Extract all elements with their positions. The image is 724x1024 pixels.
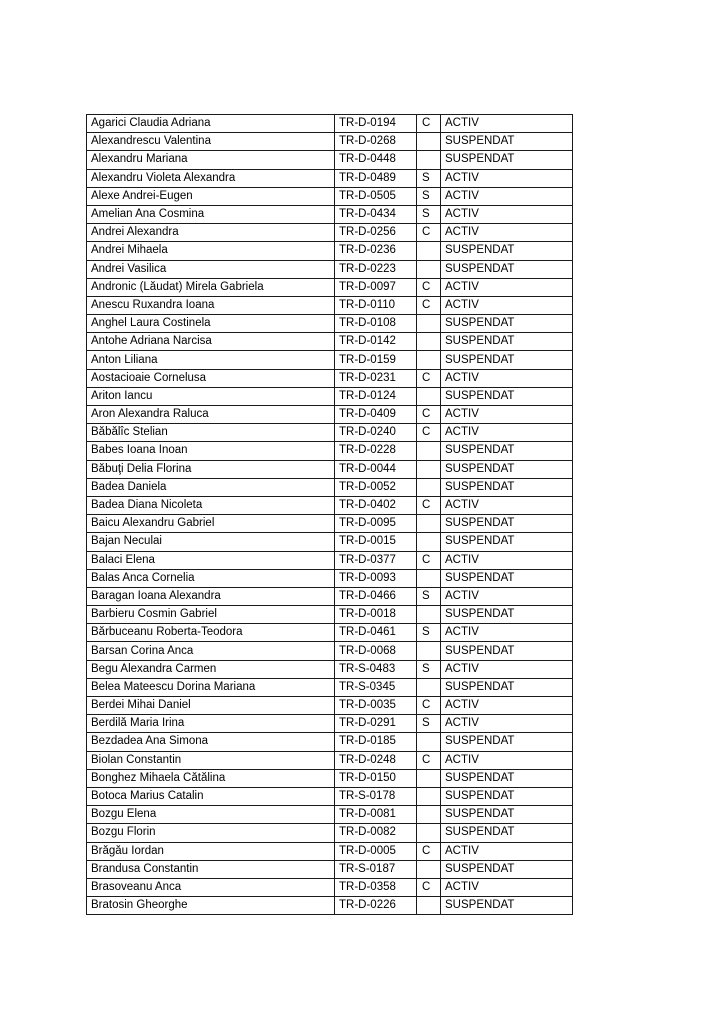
cell-code: TR-D-0434 (335, 205, 417, 223)
cell-status: ACTIV (441, 624, 573, 642)
cell-code: TR-D-0108 (335, 315, 417, 333)
table-row (87, 296, 573, 314)
cell-status: ACTIV (441, 296, 573, 314)
cell-code: TR-D-0044 (335, 460, 417, 478)
cell-status: ACTIV (441, 715, 573, 733)
cell-status: SUSPENDAT (441, 533, 573, 551)
cell-flag (417, 769, 441, 787)
cell-flag (417, 387, 441, 405)
cell-name: Andrei Vasilica (87, 260, 335, 278)
cell-code: TR-D-0093 (335, 569, 417, 587)
cell-code: TR-D-0448 (335, 151, 417, 169)
cell-flag: C (417, 751, 441, 769)
cell-flag (417, 569, 441, 587)
cell-status: ACTIV (441, 587, 573, 605)
table-row (87, 842, 573, 860)
cell-code: TR-D-0110 (335, 296, 417, 314)
cell-flag (417, 242, 441, 260)
table-row (87, 515, 573, 533)
cell-flag (417, 442, 441, 460)
cell-name: Alexe Andrei-Eugen (87, 187, 335, 205)
table-row (87, 806, 573, 824)
cell-flag (417, 642, 441, 660)
cell-code: TR-D-0231 (335, 369, 417, 387)
cell-name: Barsan Corina Anca (87, 642, 335, 660)
cell-status: SUSPENDAT (441, 642, 573, 660)
cell-status: ACTIV (441, 878, 573, 896)
cell-code: TR-D-0194 (335, 115, 417, 133)
cell-code: TR-S-0345 (335, 678, 417, 696)
cell-flag (417, 260, 441, 278)
cell-flag (417, 824, 441, 842)
cell-name: Barbieru Cosmin Gabriel (87, 606, 335, 624)
cell-flag (417, 351, 441, 369)
cell-code: TR-S-0187 (335, 860, 417, 878)
cell-flag (417, 787, 441, 805)
cell-status: ACTIV (441, 278, 573, 296)
cell-code: TR-D-0018 (335, 606, 417, 624)
cell-name: Alexandru Violeta Alexandra (87, 169, 335, 187)
table-row (87, 878, 573, 896)
table-row (87, 369, 573, 387)
cell-code: TR-D-0248 (335, 751, 417, 769)
cell-flag (417, 478, 441, 496)
cell-code: TR-D-0291 (335, 715, 417, 733)
cell-name: Anton Liliana (87, 351, 335, 369)
cell-status: ACTIV (441, 751, 573, 769)
table-row (87, 551, 573, 569)
registry-table (86, 114, 573, 915)
cell-status: SUSPENDAT (441, 824, 573, 842)
cell-flag: C (417, 224, 441, 242)
cell-status: SUSPENDAT (441, 351, 573, 369)
table-row (87, 224, 573, 242)
cell-flag: C (417, 406, 441, 424)
table-row (87, 442, 573, 460)
cell-name: Aostacioaie Cornelusa (87, 369, 335, 387)
cell-status: SUSPENDAT (441, 442, 573, 460)
cell-code: TR-D-0268 (335, 133, 417, 151)
cell-name: Bozgu Elena (87, 806, 335, 824)
cell-status: ACTIV (441, 115, 573, 133)
cell-name: Bajan Neculai (87, 533, 335, 551)
table-row (87, 424, 573, 442)
cell-code: TR-D-0068 (335, 642, 417, 660)
table-row (87, 660, 573, 678)
cell-name: Balas Anca Cornelia (87, 569, 335, 587)
cell-flag: S (417, 205, 441, 223)
cell-name: Begu Alexandra Carmen (87, 660, 335, 678)
cell-code: TR-D-0150 (335, 769, 417, 787)
cell-name: Badea Daniela (87, 478, 335, 496)
table-row (87, 278, 573, 296)
table-row (87, 205, 573, 223)
cell-name: Balaci Elena (87, 551, 335, 569)
cell-flag: S (417, 624, 441, 642)
cell-code: TR-D-0052 (335, 478, 417, 496)
cell-name: Baicu Alexandru Gabriel (87, 515, 335, 533)
cell-status: SUSPENDAT (441, 769, 573, 787)
cell-code: TR-D-0185 (335, 733, 417, 751)
cell-status: SUSPENDAT (441, 260, 573, 278)
cell-status: ACTIV (441, 842, 573, 860)
cell-flag (417, 806, 441, 824)
table-row (87, 169, 573, 187)
cell-status: SUSPENDAT (441, 151, 573, 169)
cell-flag (417, 333, 441, 351)
table-row (87, 260, 573, 278)
cell-flag (417, 860, 441, 878)
cell-name: Biolan Constantin (87, 751, 335, 769)
cell-flag: C (417, 842, 441, 860)
table-row (87, 787, 573, 805)
cell-name: Băbuţi Delia Florina (87, 460, 335, 478)
cell-status: SUSPENDAT (441, 733, 573, 751)
table-row (87, 242, 573, 260)
cell-code: TR-D-0256 (335, 224, 417, 242)
cell-name: Andronic (Lăudat) Mirela Gabriela (87, 278, 335, 296)
cell-flag (417, 133, 441, 151)
cell-status: ACTIV (441, 205, 573, 223)
cell-code: TR-D-0095 (335, 515, 417, 533)
cell-code: TR-S-0178 (335, 787, 417, 805)
cell-name: Antohe Adriana Narcisa (87, 333, 335, 351)
cell-name: Andrei Alexandra (87, 224, 335, 242)
table-row (87, 824, 573, 842)
cell-name: Alexandrescu Valentina (87, 133, 335, 151)
cell-name: Berdei Mihai Daniel (87, 697, 335, 715)
cell-code: TR-D-0489 (335, 169, 417, 187)
cell-name: Amelian Ana Cosmina (87, 205, 335, 223)
cell-name: Botoca Marius Catalin (87, 787, 335, 805)
cell-code: TR-D-0081 (335, 806, 417, 824)
table-row (87, 715, 573, 733)
table-row (87, 478, 573, 496)
cell-name: Agarici Claudia Adriana (87, 115, 335, 133)
cell-flag: C (417, 278, 441, 296)
table-row (87, 387, 573, 405)
cell-code: TR-D-0005 (335, 842, 417, 860)
table-row (87, 769, 573, 787)
table-row (87, 697, 573, 715)
cell-name: Andrei Mihaela (87, 242, 335, 260)
cell-status: ACTIV (441, 187, 573, 205)
table-row (87, 133, 573, 151)
table-row (87, 496, 573, 514)
cell-flag: S (417, 715, 441, 733)
cell-code: TR-D-0409 (335, 406, 417, 424)
cell-code: TR-D-0402 (335, 496, 417, 514)
cell-code: TR-D-0226 (335, 897, 417, 915)
cell-name: Badea Diana Nicoleta (87, 496, 335, 514)
cell-flag: S (417, 660, 441, 678)
cell-name: Bratosin Gheorghe (87, 897, 335, 915)
cell-status: SUSPENDAT (441, 806, 573, 824)
table-row (87, 897, 573, 915)
cell-status: SUSPENDAT (441, 387, 573, 405)
cell-name: Bezdadea Ana Simona (87, 733, 335, 751)
cell-flag (417, 733, 441, 751)
table-row (87, 351, 573, 369)
table-row (87, 606, 573, 624)
cell-code: TR-S-0483 (335, 660, 417, 678)
cell-status: SUSPENDAT (441, 133, 573, 151)
cell-status: SUSPENDAT (441, 242, 573, 260)
cell-flag: C (417, 496, 441, 514)
table-row (87, 678, 573, 696)
cell-code: TR-D-0466 (335, 587, 417, 605)
cell-name: Brăgău Iordan (87, 842, 335, 860)
cell-flag (417, 678, 441, 696)
table-row (87, 115, 573, 133)
cell-status: SUSPENDAT (441, 606, 573, 624)
cell-name: Alexandru Mariana (87, 151, 335, 169)
cell-name: Babes Ioana Inoan (87, 442, 335, 460)
table-row (87, 733, 573, 751)
cell-code: TR-D-0015 (335, 533, 417, 551)
table-row (87, 533, 573, 551)
table-row (87, 460, 573, 478)
cell-flag: C (417, 369, 441, 387)
cell-status: ACTIV (441, 496, 573, 514)
cell-name: Bărbuceanu Roberta-Teodora (87, 624, 335, 642)
cell-name: Anescu Ruxandra Ioana (87, 296, 335, 314)
cell-flag (417, 460, 441, 478)
cell-status: SUSPENDAT (441, 315, 573, 333)
cell-flag (417, 897, 441, 915)
cell-code: TR-D-0461 (335, 624, 417, 642)
cell-flag: S (417, 587, 441, 605)
cell-code: TR-D-0124 (335, 387, 417, 405)
cell-status: SUSPENDAT (441, 478, 573, 496)
cell-status: ACTIV (441, 551, 573, 569)
registry-table-body (87, 115, 573, 915)
cell-name: Ariton Iancu (87, 387, 335, 405)
cell-code: TR-D-0035 (335, 697, 417, 715)
table-row (87, 587, 573, 605)
cell-flag (417, 151, 441, 169)
cell-status: ACTIV (441, 424, 573, 442)
cell-status: SUSPENDAT (441, 515, 573, 533)
cell-status: SUSPENDAT (441, 787, 573, 805)
cell-status: ACTIV (441, 369, 573, 387)
cell-flag (417, 315, 441, 333)
cell-flag (417, 515, 441, 533)
cell-code: TR-D-0240 (335, 424, 417, 442)
cell-code: TR-D-0505 (335, 187, 417, 205)
cell-name: Bonghez Mihaela Cătălina (87, 769, 335, 787)
table-row (87, 624, 573, 642)
cell-flag: C (417, 878, 441, 896)
table-row (87, 406, 573, 424)
cell-status: ACTIV (441, 406, 573, 424)
cell-flag: S (417, 187, 441, 205)
cell-status: SUSPENDAT (441, 569, 573, 587)
cell-name: Anghel Laura Costinela (87, 315, 335, 333)
cell-status: SUSPENDAT (441, 678, 573, 696)
cell-status: SUSPENDAT (441, 897, 573, 915)
cell-flag: S (417, 169, 441, 187)
cell-name: Belea Mateescu Dorina Mariana (87, 678, 335, 696)
cell-status: ACTIV (441, 169, 573, 187)
cell-code: TR-D-0377 (335, 551, 417, 569)
cell-code: TR-D-0358 (335, 878, 417, 896)
cell-code: TR-D-0159 (335, 351, 417, 369)
cell-code: TR-D-0228 (335, 442, 417, 460)
cell-status: ACTIV (441, 697, 573, 715)
table-row (87, 333, 573, 351)
cell-name: Berdilă Maria Irina (87, 715, 335, 733)
cell-name: Baragan Ioana Alexandra (87, 587, 335, 605)
cell-flag: C (417, 697, 441, 715)
cell-code: TR-D-0097 (335, 278, 417, 296)
table-row (87, 315, 573, 333)
cell-flag: C (417, 115, 441, 133)
cell-flag (417, 606, 441, 624)
table-row (87, 642, 573, 660)
cell-status: SUSPENDAT (441, 333, 573, 351)
cell-name: Aron Alexandra Raluca (87, 406, 335, 424)
cell-code: TR-D-0082 (335, 824, 417, 842)
cell-code: TR-D-0223 (335, 260, 417, 278)
cell-status: ACTIV (441, 224, 573, 242)
cell-status: SUSPENDAT (441, 460, 573, 478)
table-row (87, 751, 573, 769)
cell-name: Băbălîc Stelian (87, 424, 335, 442)
cell-status: SUSPENDAT (441, 860, 573, 878)
table-row (87, 187, 573, 205)
table-row (87, 569, 573, 587)
cell-name: Brandusa Constantin (87, 860, 335, 878)
cell-flag: C (417, 424, 441, 442)
cell-flag (417, 533, 441, 551)
cell-flag: C (417, 551, 441, 569)
cell-status: ACTIV (441, 660, 573, 678)
table-row (87, 860, 573, 878)
cell-flag: C (417, 296, 441, 314)
cell-name: Brasoveanu Anca (87, 878, 335, 896)
cell-code: TR-D-0236 (335, 242, 417, 260)
cell-code: TR-D-0142 (335, 333, 417, 351)
cell-name: Bozgu Florin (87, 824, 335, 842)
table-row (87, 151, 573, 169)
